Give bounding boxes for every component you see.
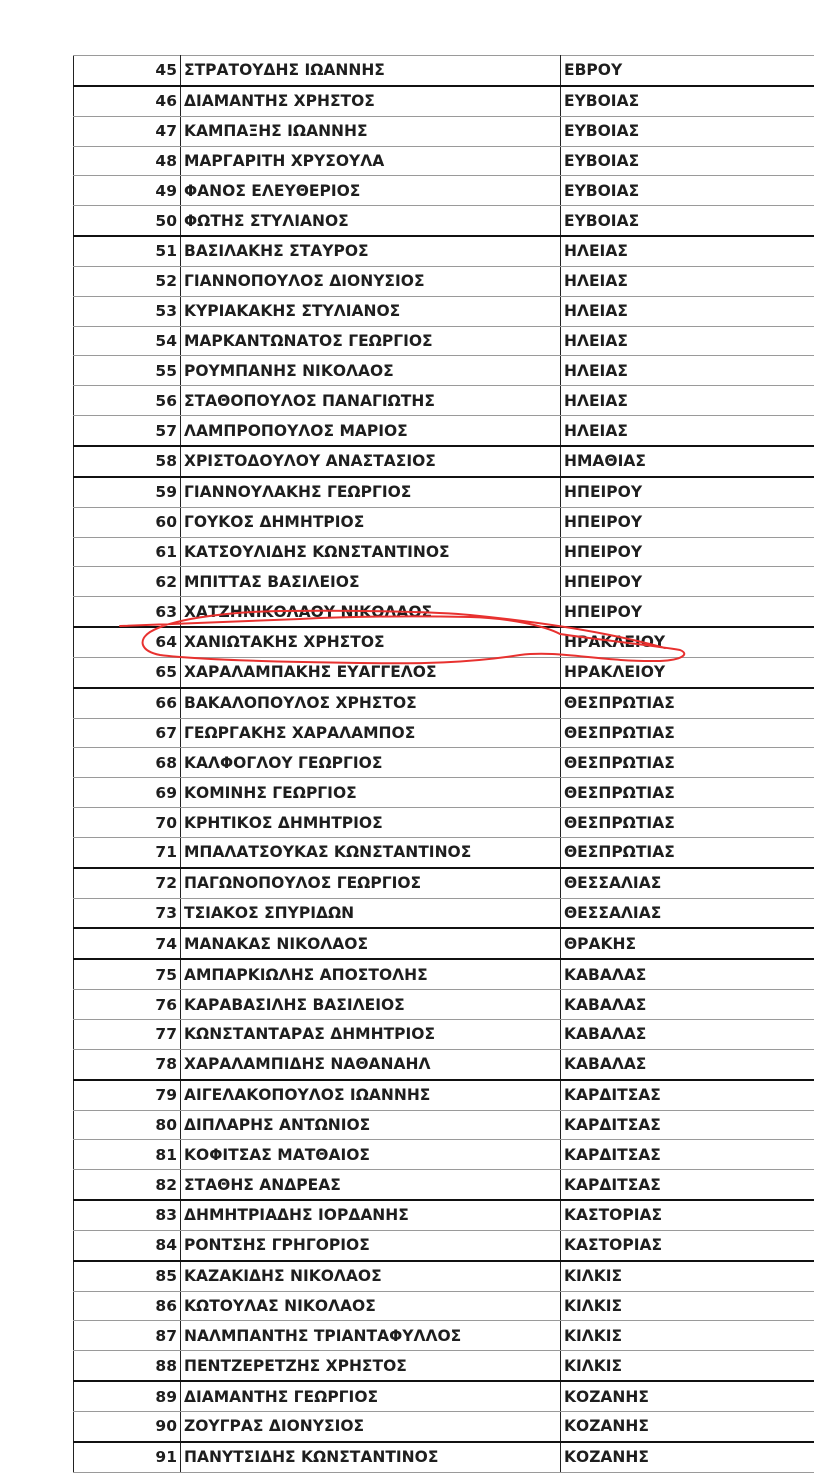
table-row [74,928,814,959]
region-cell: ΘΕΣΠΡΩΤΙΑΣ [561,808,814,838]
table-row [74,718,814,748]
region-cell: ΘΕΣΠΡΩΤΙΑΣ [561,718,814,748]
table-row [74,1442,814,1472]
row-number-cell: 48 [74,146,181,176]
table-row [74,416,814,446]
row-number-cell: 79 [74,1080,181,1110]
region-cell: ΗΠΕΙΡΟΥ [561,567,814,597]
full-name-cell: ΚΡΗΤΙΚΟΣ ΔΗΜΗΤΡΙΟΣ [181,808,561,838]
region-cell: ΚΟΖΑΝΗΣ [561,1411,814,1441]
row-number-cell: 59 [74,477,181,507]
region-cell: ΗΛΕΙΑΣ [561,266,814,296]
region-cell: ΗΛΕΙΑΣ [561,416,814,446]
table-row [74,86,814,116]
full-name-cell: ΓΙΑΝΝΟΠΟΥΛΟΣ ΔΙΟΝΥΣΙΟΣ [181,266,561,296]
table-row [74,266,814,296]
region-cell: ΚΙΛΚΙΣ [561,1321,814,1351]
table-row [74,56,814,86]
full-name-cell: ΓΕΩΡΓΑΚΗΣ ΧΑΡΑΛΑΜΠΟΣ [181,718,561,748]
full-name-cell: ΚΑΖΑΚΙΔΗΣ ΝΙΚΟΛΑΟΣ [181,1261,561,1291]
table-row [74,868,814,898]
table-row [74,778,814,808]
row-number-cell: 58 [74,446,181,477]
row-number-cell: 57 [74,416,181,446]
full-name-cell: ΓΟΥΚΟΣ ΔΗΜΗΤΡΙΟΣ [181,507,561,537]
row-number-cell: 77 [74,1020,181,1050]
row-number-cell: 49 [74,176,181,206]
row-number-cell: 54 [74,326,181,356]
region-cell: ΚΙΛΚΙΣ [561,1261,814,1291]
full-name-cell: ΒΑΣΙΛΑΚΗΣ ΣΤΑΥΡΟΣ [181,236,561,266]
region-cell: ΘΡΑΚΗΣ [561,928,814,959]
region-cell: ΘΕΣΣΑΛΙΑΣ [561,898,814,928]
row-number-cell: 91 [74,1442,181,1472]
full-name-cell: ΜΑΡΚΑΝΤΩΝΑΤΟΣ ΓΕΩΡΓΙΟΣ [181,326,561,356]
full-name-cell: ΧΑΝΙΩΤΑΚΗΣ ΧΡΗΣΤΟΣ [181,627,561,657]
row-number-cell: 56 [74,386,181,416]
table-row [74,236,814,266]
region-cell: ΗΜΑΘΙΑΣ [561,446,814,477]
full-name-cell: ΠΑΓΩΝΟΠΟΥΛΟΣ ΓΕΩΡΓΙΟΣ [181,868,561,898]
full-name-cell: ΑΙΓΕΛΑΚΟΠΟΥΛΟΣ ΙΩΑΝΝΗΣ [181,1080,561,1110]
full-name-cell: ΧΑΡΑΛΑΜΠΑΚΗΣ ΕΥΑΓΓΕΛΟΣ [181,657,561,687]
region-cell: ΚΙΛΚΙΣ [561,1351,814,1381]
region-cell: ΗΛΕΙΑΣ [561,296,814,326]
table-row [74,1080,814,1110]
region-cell: ΚΑΡΔΙΤΣΑΣ [561,1080,814,1110]
table-row [74,507,814,537]
full-name-cell: ΜΠΙΤΤΑΣ ΒΑΣΙΛΕΙΟΣ [181,567,561,597]
region-cell: ΚΙΛΚΙΣ [561,1291,814,1321]
row-number-cell: 88 [74,1351,181,1381]
full-name-cell: ΣΤΑΘΗΣ ΑΝΔΡΕΑΣ [181,1170,561,1200]
row-number-cell: 89 [74,1381,181,1411]
region-cell: ΕΥΒΟΙΑΣ [561,176,814,206]
full-name-cell: ΓΙΑΝΝΟΥΛΑΚΗΣ ΓΕΩΡΓΙΟΣ [181,477,561,507]
region-cell: ΚΟΖΑΝΗΣ [561,1381,814,1411]
region-cell: ΚΑΡΔΙΤΣΑΣ [561,1140,814,1170]
region-cell: ΗΡΑΚΛΕΙΟΥ [561,627,814,657]
table-row [74,567,814,597]
row-number-cell: 64 [74,627,181,657]
full-name-cell: ΧΡΙΣΤΟΔΟΥΛΟΥ ΑΝΑΣΤΑΣΙΟΣ [181,446,561,477]
table-row [74,446,814,477]
region-cell: ΚΑΡΔΙΤΣΑΣ [561,1170,814,1200]
roster-table-body [74,56,814,1473]
row-number-cell: 68 [74,748,181,778]
region-cell: ΚΑΒΑΛΑΣ [561,990,814,1020]
full-name-cell: ΣΤΑΘΟΠΟΥΛΟΣ ΠΑΝΑΓΙΩΤΗΣ [181,386,561,416]
full-name-cell: ΛΑΜΠΡΟΠΟΥΛΟΣ ΜΑΡΙΟΣ [181,416,561,446]
row-number-cell: 69 [74,778,181,808]
region-cell: ΚΑΡΔΙΤΣΑΣ [561,1110,814,1140]
table-row [74,146,814,176]
table-row [74,837,814,867]
region-cell: ΘΕΣΣΑΛΙΑΣ [561,868,814,898]
table-row [74,386,814,416]
full-name-cell: ΒΑΚΑΛΟΠΟΥΛΟΣ ΧΡΗΣΤΟΣ [181,688,561,718]
region-cell: ΗΛΕΙΑΣ [561,356,814,386]
table-row [74,898,814,928]
table-row [74,1261,814,1291]
row-number-cell: 50 [74,206,181,236]
region-cell: ΚΑΒΑΛΑΣ [561,959,814,989]
table-row [74,1411,814,1441]
region-cell: ΚΑΣΤΟΡΙΑΣ [561,1200,814,1230]
region-cell: ΕΥΒΟΙΑΣ [561,86,814,116]
full-name-cell: ΚΑΤΣΟΥΛΙΔΗΣ ΚΩΝΣΤΑΝΤΙΝΟΣ [181,537,561,567]
table-row [74,116,814,146]
row-number-cell: 70 [74,808,181,838]
region-cell: ΗΛΕΙΑΣ [561,386,814,416]
row-number-cell: 84 [74,1230,181,1260]
row-number-cell: 46 [74,86,181,116]
row-number-cell: 81 [74,1140,181,1170]
region-cell: ΕΥΒΟΙΑΣ [561,206,814,236]
table-row [74,688,814,718]
table-row [74,1170,814,1200]
full-name-cell: ΦΑΝΟΣ ΕΛΕΥΘΕΡΙΟΣ [181,176,561,206]
table-row [74,1381,814,1411]
row-number-cell: 52 [74,266,181,296]
region-cell: ΗΠΕΙΡΟΥ [561,507,814,537]
region-cell: ΚΑΒΑΛΑΣ [561,1020,814,1050]
row-number-cell: 45 [74,56,181,86]
full-name-cell: ΔΙΑΜΑΝΤΗΣ ΧΡΗΣΤΟΣ [181,86,561,116]
full-name-cell: ΤΣΙΑΚΟΣ ΣΠΥΡΙΔΩΝ [181,898,561,928]
full-name-cell: ΚΑΛΦΟΓΛΟΥ ΓΕΩΡΓΙΟΣ [181,748,561,778]
full-name-cell: ΚΑΡΑΒΑΣΙΛΗΣ ΒΑΣΙΛΕΙΟΣ [181,990,561,1020]
row-number-cell: 60 [74,507,181,537]
row-number-cell: 74 [74,928,181,959]
full-name-cell: ΚΟΜΙΝΗΣ ΓΕΩΡΓΙΟΣ [181,778,561,808]
region-cell: ΗΠΕΙΡΟΥ [561,537,814,567]
table-row [74,176,814,206]
table-row [74,477,814,507]
table-row [74,748,814,778]
full-name-cell: ΡΟΝΤΣΗΣ ΓΡΗΓΟΡΙΟΣ [181,1230,561,1260]
region-cell: ΗΠΕΙΡΟΥ [561,477,814,507]
table-row [74,356,814,386]
region-cell: ΚΟΖΑΝΗΣ [561,1442,814,1472]
full-name-cell: ΚΩΤΟΥΛΑΣ ΝΙΚΟΛΑΟΣ [181,1291,561,1321]
region-cell: ΘΕΣΠΡΩΤΙΑΣ [561,837,814,867]
row-number-cell: 62 [74,567,181,597]
row-number-cell: 85 [74,1261,181,1291]
region-cell: ΚΑΒΑΛΑΣ [561,1049,814,1079]
table-row [74,1230,814,1260]
row-number-cell: 72 [74,868,181,898]
table-row [74,537,814,567]
table-row [74,1200,814,1230]
region-cell: ΘΕΣΠΡΩΤΙΑΣ [561,778,814,808]
table-row [74,808,814,838]
full-name-cell: ΔΙΠΛΑΡΗΣ ΑΝΤΩΝΙΟΣ [181,1110,561,1140]
full-name-cell: ΣΤΡΑΤΟΥΔΗΣ ΙΩΑΝΝΗΣ [181,56,561,86]
table-row [74,1020,814,1050]
row-number-cell: 87 [74,1321,181,1351]
table-row [74,1321,814,1351]
full-name-cell: ΚΩΝΣΤΑΝΤΑΡΑΣ ΔΗΜΗΤΡΙΟΣ [181,1020,561,1050]
full-name-cell: ΠΕΝΤΖΕΡΕΤΖΗΣ ΧΡΗΣΤΟΣ [181,1351,561,1381]
row-number-cell: 65 [74,657,181,687]
row-number-cell: 71 [74,837,181,867]
full-name-cell: ΑΜΠΑΡΚΙΩΛΗΣ ΑΠΟΣΤΟΛΗΣ [181,959,561,989]
region-cell: ΗΛΕΙΑΣ [561,236,814,266]
row-number-cell: 67 [74,718,181,748]
full-name-cell: ΜΠΑΛΑΤΣΟΥΚΑΣ ΚΩΝΣΤΑΝΤΙΝΟΣ [181,837,561,867]
full-name-cell: ΚΑΜΠΑΞΗΣ ΙΩΑΝΝΗΣ [181,116,561,146]
full-name-cell: ΖΟΥΓΡΑΣ ΔΙΟΝΥΣΙΟΣ [181,1411,561,1441]
roster-table [73,55,814,1473]
row-number-cell: 90 [74,1411,181,1441]
full-name-cell: ΜΑΡΓΑΡΙΤΗ ΧΡΥΣΟΥΛΑ [181,146,561,176]
full-name-cell: ΔΗΜΗΤΡΙΑΔΗΣ ΙΟΡΔΑΝΗΣ [181,1200,561,1230]
full-name-cell: ΔΙΑΜΑΝΤΗΣ ΓΕΩΡΓΙΟΣ [181,1381,561,1411]
row-number-cell: 75 [74,959,181,989]
table-row [74,1110,814,1140]
row-number-cell: 47 [74,116,181,146]
table-row [74,296,814,326]
row-number-cell: 76 [74,990,181,1020]
region-cell: ΗΛΕΙΑΣ [561,326,814,356]
table-row [74,627,814,657]
row-number-cell: 86 [74,1291,181,1321]
row-number-cell: 83 [74,1200,181,1230]
table-row [74,326,814,356]
row-number-cell: 63 [74,597,181,627]
full-name-cell: ΝΑΛΜΠΑΝΤΗΣ ΤΡΙΑΝΤΑΦΥΛΛΟΣ [181,1321,561,1351]
region-cell: ΘΕΣΠΡΩΤΙΑΣ [561,748,814,778]
full-name-cell: ΚΥΡΙΑΚΑΚΗΣ ΣΤΥΛΙΑΝΟΣ [181,296,561,326]
row-number-cell: 73 [74,898,181,928]
full-name-cell: ΜΑΝΑΚΑΣ ΝΙΚΟΛΑΟΣ [181,928,561,959]
row-number-cell: 66 [74,688,181,718]
full-name-cell: ΧΑΤΖΗΝΙΚΟΛΑΟΥ ΝΙΚΟΛΑΟΣ [181,597,561,627]
region-cell: ΘΕΣΠΡΩΤΙΑΣ [561,688,814,718]
region-cell: ΕΒΡΟΥ [561,56,814,86]
table-row [74,990,814,1020]
region-cell: ΗΡΑΚΛΕΙΟΥ [561,657,814,687]
table-row [74,657,814,687]
row-number-cell: 51 [74,236,181,266]
region-cell: ΚΑΣΤΟΡΙΑΣ [561,1230,814,1260]
full-name-cell: ΡΟΥΜΠΑΝΗΣ ΝΙΚΟΛΑΟΣ [181,356,561,386]
full-name-cell: ΚΟΦΙΤΣΑΣ ΜΑΤΘΑΙΟΣ [181,1140,561,1170]
full-name-cell: ΦΩΤΗΣ ΣΤΥΛΙΑΝΟΣ [181,206,561,236]
row-number-cell: 53 [74,296,181,326]
table-row [74,1351,814,1381]
table-row [74,1140,814,1170]
table-row [74,1049,814,1079]
row-number-cell: 55 [74,356,181,386]
region-cell: ΕΥΒΟΙΑΣ [561,116,814,146]
full-name-cell: ΧΑΡΑΛΑΜΠΙΔΗΣ ΝΑΘΑΝΑΗΛ [181,1049,561,1079]
region-cell: ΗΠΕΙΡΟΥ [561,597,814,627]
table-row [74,206,814,236]
row-number-cell: 61 [74,537,181,567]
table-row [74,959,814,989]
table-row [74,597,814,627]
row-number-cell: 80 [74,1110,181,1140]
region-cell: ΕΥΒΟΙΑΣ [561,146,814,176]
row-number-cell: 82 [74,1170,181,1200]
full-name-cell: ΠΑΝΥΤΣΙΔΗΣ ΚΩΝΣΤΑΝΤΙΝΟΣ [181,1442,561,1472]
table-row [74,1291,814,1321]
row-number-cell: 78 [74,1049,181,1079]
